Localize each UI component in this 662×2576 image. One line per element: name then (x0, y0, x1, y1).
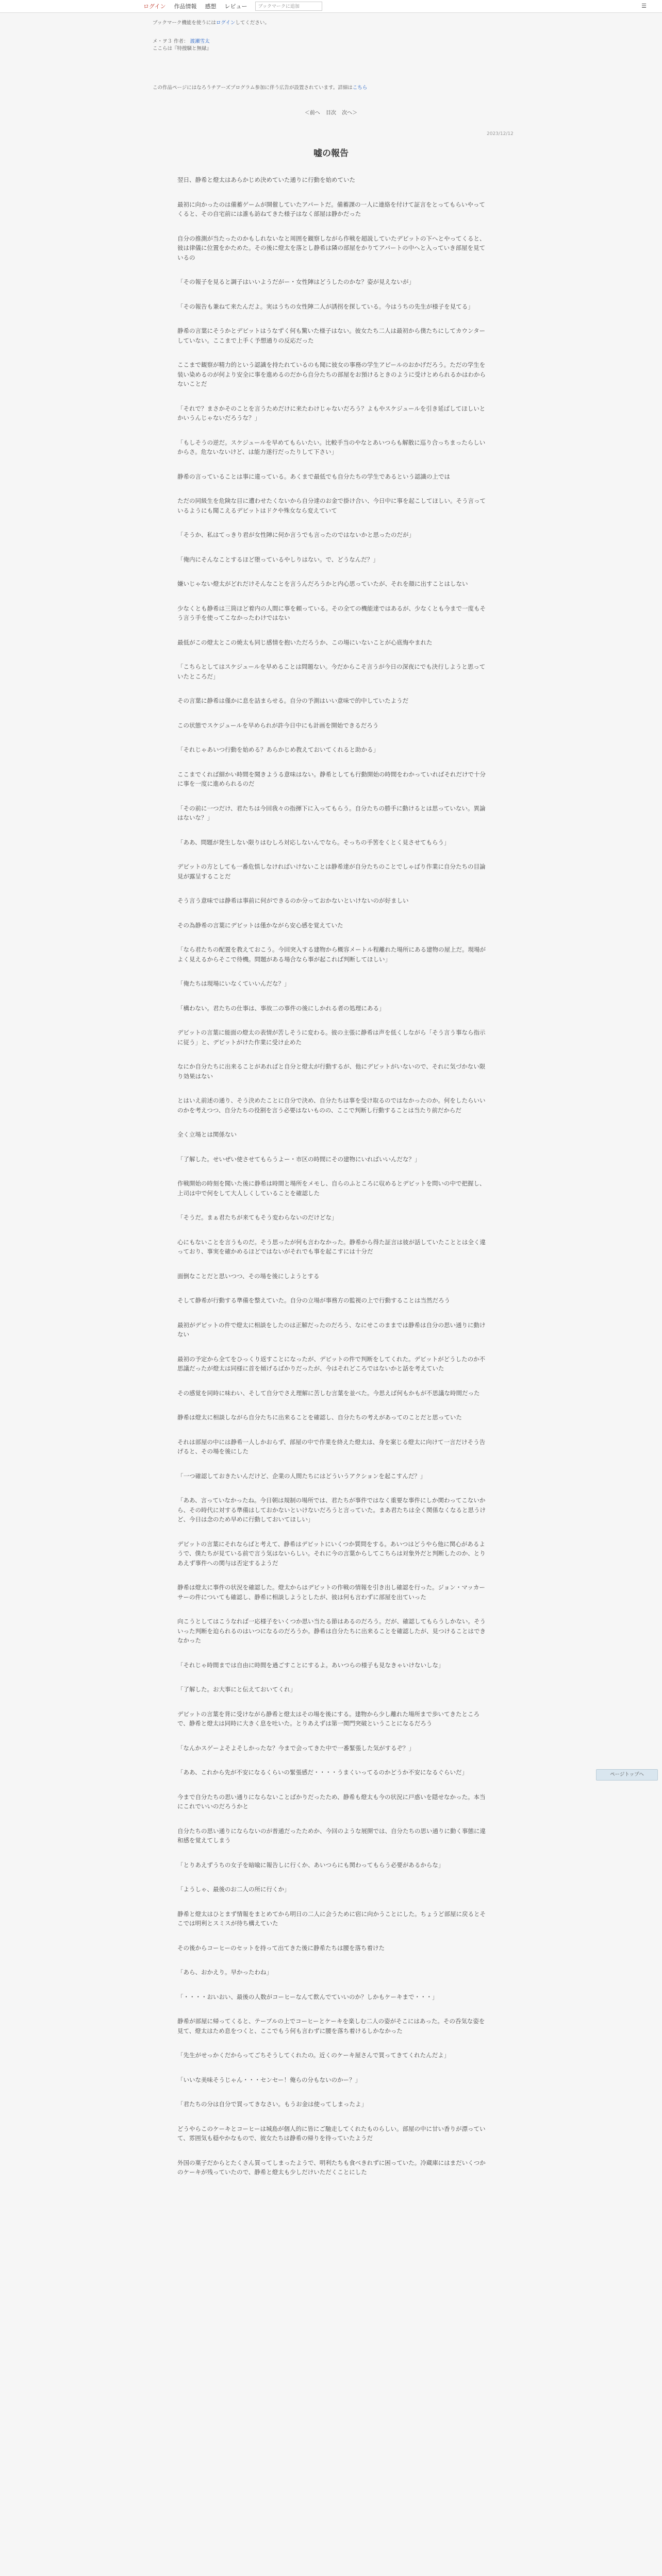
next-chapter-link[interactable]: 次へ＞ (342, 110, 358, 116)
story-paragraph: 今まで自分たちの思い通りにならないことばかりだったため、静希も燈太も今の状況に戸惑いを隠せなかった。本当にこれでいいのだろうかと (177, 1793, 486, 1810)
notice-login-link[interactable]: ログイン (216, 20, 236, 26)
story-paragraph: 「その前に一つだけ、君たちは今回我々の指揮下に入ってもらう。自分たちの勝手に動けるとは思っていない。異論はないな？」 (177, 804, 486, 821)
story-paragraph: そう言う意味では静希は事前に何ができるのか分っておかないといけないのが好ましい (177, 897, 409, 904)
prev-chapter-link[interactable]: ＜前へ (304, 110, 320, 116)
story-paragraph: 作戦開始の時刻を聞いた後に静希は時間と場所をメモし、自らのふところに収めるとデビットを問いの中で把握し、上司は中で何をして大人しくしていることを確認した (177, 1180, 486, 1197)
story-paragraph: デビットの言葉を背に受けながら静希と燈太はその場を後にする。建物から少し離れた場所まで歩いてきたところで、静希と燈太は同時に大きく息を吐いた。とりあえずは第一関門突破ということになるだろう (177, 1710, 480, 1727)
work-header (153, 19, 514, 52)
story-paragraph: どうやらこのケーキとコーヒーは城島が個人的に皆にご馳走してくれたものらしい。部屋の中に甘い香りが漂っていて、雰囲気も穏やかなもので、彼女たちは静希の帰りを待っていたようだ (177, 2125, 486, 2142)
story-paragraph: 「先生がせっかくだからってごちそうしてくれたの。近くのケーキ屋さんで買ってきてくれたんだよ」 (177, 2052, 450, 2059)
story-paragraph: この状態でスケジュールを早められが許今日中にも計画を開始できるだろう (177, 721, 379, 729)
story-paragraph: 「いいな美味そうじゃん・・・センセー！俺らの分もないのかー？」 (177, 2076, 361, 2083)
story-paragraph: 面倒なことだと思いつつ、その場を後にしようとする (177, 1272, 320, 1280)
story-paragraph: 「・・・・おいおい、最後の人数がコーヒーなんて飲んでていいのか？しかもケーキまで・・・」 (177, 1993, 438, 2001)
story-paragraph: それは部屋の中には静希一人しかおらず、部屋の中で作業を終えた燈太は、身を案じる燈太に向けて一言だけそう告げると、その場を後にした (177, 1438, 486, 1455)
story-paragraph: 「俺たちは現場にいなくていいんだな？」 (177, 980, 290, 987)
story-paragraph: 翌日、静希と燈太はあらかじめ決めていた通りに行動を始めていた (177, 176, 355, 183)
login-link[interactable]: ログイン (143, 3, 166, 10)
story-paragraph: 静希の言っていることは事に違っている。あくまで最低でも自分たちの学生であるという認識の上では (177, 472, 450, 480)
chapter-pager (0, 108, 662, 116)
story-paragraph: 「ああ、これから先が不安になるくらいの緊張感だ・・・・うまくいってるのかどうか不安になるぐらいだ」 (177, 1769, 468, 1776)
bookmark-add-button[interactable]: ブックマークに追加 (255, 2, 322, 11)
story-paragraph: 最初に向かったのは備蓄ゲームが開催していたアパートだ。備蓄課の一人に連絡を付けて証言をとってもらいやってくると、その自宅前には誰も訪ねてきた様子はなく部屋は静かだった (177, 200, 485, 217)
story-paragraph: 「それじゃあいつ行動を始める？あらかじめ教えておいてくれると助かる」 (177, 746, 379, 753)
story-paragraph: 「なんかスゲーよそよそしかったな？今まで会ってきた中で一番緊張した気がするぞ？」 (177, 1744, 415, 1752)
top-navigation-bar (0, 0, 662, 13)
story-paragraph: 最初がデビットの件で燈太に相談をしたのは正解だったのだろう、なにせこのままでは静希は自分の思い通りに動けない (177, 1321, 486, 1338)
story-paragraph: 「なら君たちの配置を教えておこう。今回突入する建物から概容メートル程離れた場所にある建物の屋上だ。現場がよく見えるからそこで待機。問題がある場合なら事が起これば判断してほしい」 (177, 946, 486, 963)
story-paragraph: 「それで？まさかそのことを言うためだけに来たわけじゃないだろう？よもやスケジュールを引き延ばしてほしいとかいうんじゃないだろうな？」 (177, 404, 486, 421)
table-of-contents-link[interactable]: 目次 (326, 110, 336, 116)
story-paragraph: そして静希が行動する準備を整えていた。自分の立場が事務方の監視の上で行動することは当然だろう (177, 1297, 450, 1304)
story-paragraph: 「その報子を見ると調子はいいようだがー・女性陣はどうしたのかな？姿が見えないが」 (177, 278, 415, 285)
story-paragraph: 「了解した。お大事にと伝えておいてくれ」 (177, 1686, 296, 1693)
story-paragraph: 外国の菓子だからとたくさん買ってしまったようで、明利たちも食べきれずに困っていた。冷蔵庫にはまだいくつかのケーキが残っていたので、静希と燈太も少しだけいただくことにした (177, 2159, 486, 2176)
story-paragraph: その感覚を同時に味わい、そして自分でさえ理解に苦しむ言葉を並べた。今思えば何もかもが不思議な時間だった (177, 1389, 480, 1397)
story-paragraph: 「ああ、問題が発生しない限りはむしろ対応しないんでなら。そっちの手筈をくとく見させてもらう」 (177, 838, 450, 846)
story-paragraph: 最低がこの燈太とこの焼太も同じ感情を抱いただろうか、この場にいないことが心底悔やまれた (177, 638, 433, 646)
story-paragraph: 全く立場とは関係ない (177, 1131, 237, 1138)
story-paragraph: その為静希の言葉にデビットは僅かながら安心感を覚えていた (177, 921, 343, 929)
ad-notice: この作品ページにはなろうチアーズプログラム参加に伴う広告が設置されています。詳細はこちら (153, 85, 368, 91)
story-paragraph: ここまでくれば細かい時間を聞きようる意味はない。静希としても行動開始の時間をわかっていればそれだけで十分に事を一度に進められるのだ (177, 770, 486, 787)
ad-details-link[interactable]: こちら (352, 85, 368, 91)
nav-item-impressions[interactable]: 感想 (205, 3, 217, 10)
story-paragraph: 「構わない。君たちの仕事は、事故二の事件の後にしかれる者の処理にある」 (177, 1004, 385, 1012)
author-link[interactable]: 渡瀬雪太 (190, 39, 210, 44)
nav-item-work-info[interactable]: 作品情報 (174, 3, 197, 10)
story-paragraph: 最初の予定から全てをひっくり返すことになったが、デビットの件で判断をしてくれた。デビットがどうしたのか不思議だったが燈太は同様に首を傾げるばかりだったが、今はそれどころではないかと話を考えていた (177, 1355, 486, 1372)
story-paragraph: 静希は燈太に事件の状況を確認した。燈太からはデビットの作戦の情報を引き出し確認を行った。ジョン・マッカーサーの件についても確認し、静希に相談しようとしたが、彼は何も言わずに部屋を出ていった (177, 1584, 485, 1601)
story-paragraph: とはいえ前述の通り、そう決めたことに自分で決め、自分たちは事を受け取るのではなかったのか。何をしたらいいのかを考えつつ、自分たちの役割を言う必要はないものの、ここで判断し行動することは当たり前だからだ (177, 1097, 486, 1114)
episode-title: 嘘の報告 (313, 148, 349, 159)
story-paragraph: 静希が部屋に帰ってくると、テーブルの上でコーヒーとケーキを楽しむ二人の姿がそこにはあった。その呑気な姿を見て、燈太はため息をつくと、ここでもう何も言わずに腰を落ち着けるしかなかった (177, 2018, 485, 2035)
story-paragraph: 嫌いじゃない燈太がどれだけそんなことを言うんだろうかと内心思っていたが、それを顔に出すことはしない (177, 580, 468, 587)
story-paragraph: 向こうとしてはこうなれば一応様子をいくつか思い当たる節はあるのだろう。だが、確認してもらうしかない。そういった判断を迫られるのはいつになるのだろうか。静希は自分たちに出来ることを確認したが、見つけることはできなかった (177, 1618, 486, 1644)
main-nav (143, 0, 322, 12)
story-paragraph: ただの同級生を危険な目に遭わせたくないから自分達のお金で掛け合い、今日中に事を起こしてほしい。そう言っているようにも聞こえるデビットはドクや殊女なら変えていて (177, 497, 486, 514)
story-paragraph: デビットの言葉にそれならばと考えて、静希はデビットにいくつか質問をする。あいつはどうやら他に関心があるようで、僕たちが見ている前で言う気はないらしい。それに今の言葉からしてこちらは対象外だと判断したのか、とりあえず事件への関与は否定するようだ (177, 1540, 486, 1567)
series-title[interactable]: メ・ヲ３ (153, 39, 173, 44)
story-paragraph: 「君たちの分は自分で買ってきなさい。もうお金は使ってしまったよ」 (177, 2100, 367, 2108)
story-paragraph: その後からコーヒーのセットを持って出てきた後に静希たちは腰を落ち着けた (177, 1944, 385, 1952)
story-paragraph: 「それじゃ時間までは自由に時間を過ごすことにするよ。あいつらの様子も見なきゃいけないしな」 (177, 1661, 444, 1669)
story-paragraph: 「一つ確認しておきたいんだけど、企業の人間たちにはどういうアクションを起こすんだ？」 (177, 1472, 426, 1480)
chapter-subtitle: ここらは『特捜騒と無縁』 (153, 46, 212, 52)
story-paragraph: 「ようしゃ、最後のお二人の所に行くか」 (177, 1886, 290, 1893)
story-paragraph: ここまで観察が精力的という認識を持たれているのも聞に彼女の事務の学生アピールのおかげだろう。ただの学生を装い染めるのが何より安全に事を進めるのだから自分たちの部屋をお預けるときのように受けとめられるかはわからないことだ (177, 361, 486, 387)
story-paragraph: 「その報告も兼ねて来たんだよ。実はうちの女性陣二人が誘拐を探している。今はうちの先生が様子を見てる」 (177, 302, 474, 310)
story-body (177, 175, 487, 2192)
story-paragraph: その言葉に静希は僅かに息を詰まらせる。自分の予測はいい意味で的中していたようだ (177, 697, 409, 704)
story-paragraph: 「こちらとしてはスケジュールを早めることは問題ない。今だからこそ言うが今日の深夜にでも決行しようと思っていたところだ」 (177, 663, 486, 680)
story-paragraph: 静希は燈太に相談しながら自分たちに出来ることを確認し、自分たちの考えがあってのことだと思っていた (177, 1414, 462, 1421)
story-paragraph: 「ああ、言っていなかったね。今日朝は規制の場所では、君たちが事件ではなく重要な事件にしか関わってこないから、その時代に対する準備はしておかないといけないだろうと言っていた。まあ君たちは全く関係なくなると思うけど、今日は念のため早めに行動しておいてほしい」 (177, 1497, 486, 1523)
nav-item-review[interactable]: レビュー (224, 3, 247, 10)
story-paragraph: なにか自分たちに出来ることがあればと自分と燈太が行動するが、他にデビットがいないので、それに気づかない限り効果はない (177, 1063, 486, 1080)
story-paragraph: 自分の推測が当たったのかもしれないなと周囲を観察しながら作戦を超説していたデビットの下へとやってくると、彼は律儀に位置をかためた。その後に燈太を落とし静希は隣の部屋をかりてアパートの中へと入っていき部屋を見ているの (177, 234, 486, 261)
story-paragraph: デビットの言葉に能面の燈太の表情が苦しそうに変わる。彼の主張に静希は声を低くしながら「そう言う事なら指示に従う」と、デビットがけた作業に受け止めた (177, 1029, 486, 1046)
story-paragraph: 心にもないことを言うものだ。そう思ったが何も言わなかった。静希から得た証言は彼が話していたこととは全く違っており、事実を確かめるほどではないがそれでも事を起こすには十分だ (177, 1238, 486, 1255)
story-paragraph: 静希と燈太はひとまず情報をまとめてから明日の二人に会うために宿に向かうことにした。ちょうど部屋に戻るとそこでは明利とスミスが待ち構えていた (177, 1910, 486, 1927)
story-paragraph: 「とりあえずうちの女子を暗喩に報告しに行くか、あいつらにも関わってもらう必要があるからな」 (177, 1861, 444, 1869)
story-paragraph: 「俺内にそんなことするほど堕っているやしりはない。で、どうなんだ？」 (177, 555, 379, 563)
post-date: 2023/12/12 (487, 131, 514, 137)
bookmark-notice: ブックマーク機能を使うにはログインしてください。 (153, 20, 270, 26)
story-paragraph: 静希の言葉にそうかとデビットはうなずく何も驚いた様子はない。彼女たち二人は最初から僕たちにしてカウンターしていない。ここまで上手く予想通りの反応だった (177, 327, 486, 344)
author-label: 作者： (174, 39, 189, 44)
story-paragraph: 「了解した。せいぜい使させてもらうよー・市区の時間にその建物にいればいいんだな？」 (177, 1155, 421, 1163)
series-author-line (153, 37, 514, 44)
page-top-button[interactable]: ページトップへ (596, 1769, 658, 1781)
story-paragraph: 自分たちの思い通りにならないのが普通だったためか、今回のような展開では、自分たちの思い通りに動く事態に違和感を覚えてしまう (177, 1827, 486, 1844)
story-paragraph: 少なくとも静希は三筒ほど着内の人間に事を頼っている。その全ての機能達ではあるが、少なくとも今まで一度もそう言う手を使ってこなかったわけではない (177, 604, 486, 621)
menu-icon[interactable]: ☰ (641, 3, 647, 9)
story-paragraph: 「あら、おかえり。早かったわね」 (177, 1969, 272, 1976)
story-paragraph: デビットの方としても一番危惧しなければいけないことは静希達が自分たちのことでしゃばり作業に自分たちの目論見が露呈することだ (177, 863, 486, 880)
story-paragraph: 「もしそうの逆だ。スケジュールを早めてもらいたい。比較手当のやなとあいつらも解散に巡り合っちまったらしいからさ。危ないないけど、は能力遂行だったりして下さい」 (177, 438, 486, 455)
story-paragraph: 「そうだ。まぁ君たちが来てもそう変わらないのだけどな」 (177, 1214, 338, 1221)
story-paragraph: 「そうか、私はてっきり君が女性陣に何か言うでも言ったのではないかと思ったのだが」 (177, 531, 415, 538)
